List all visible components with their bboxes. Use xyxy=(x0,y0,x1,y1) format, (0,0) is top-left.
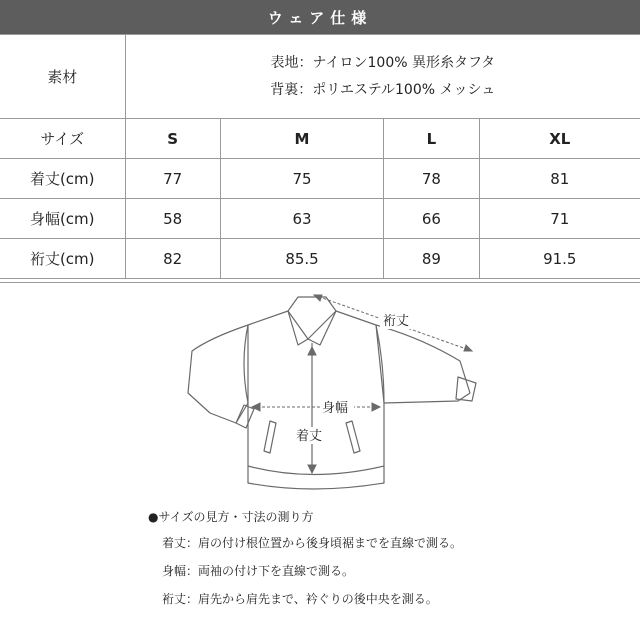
jacket-hem xyxy=(248,466,384,489)
size-header-xl: XL xyxy=(479,119,640,159)
cell-value: 81 xyxy=(479,159,640,199)
table-row-length xyxy=(0,159,640,199)
cell-value: 82 xyxy=(125,239,220,279)
cell-value: 58 xyxy=(125,199,220,239)
note-width: 身幅：両袖の付け下を直線で測る。 xyxy=(162,564,355,578)
size-header-l: L xyxy=(384,119,479,159)
spec-banner xyxy=(0,0,640,34)
banner-title: ウェア仕様 xyxy=(267,8,373,27)
material-row xyxy=(0,35,640,119)
measurement-notes xyxy=(148,510,462,620)
sleeve-length-label: 裄丈 xyxy=(383,314,410,329)
cell-value: 66 xyxy=(384,199,479,239)
cell-value: 89 xyxy=(384,239,479,279)
jacket-left-pocket xyxy=(264,421,276,453)
cell-value: 78 xyxy=(384,159,479,199)
cell-value: 77 xyxy=(125,159,220,199)
cell-value: 85.5 xyxy=(220,239,383,279)
material-line-outer: 表地：ナイロン100% 異形糸タフタ xyxy=(270,54,495,71)
jacket-body xyxy=(248,311,384,475)
row-label: 着丈(cm) xyxy=(0,159,125,199)
size-header-row xyxy=(0,119,640,159)
row-label: 裄丈(cm) xyxy=(0,239,125,279)
cell-value: 63 xyxy=(220,199,383,239)
spec-table xyxy=(0,34,640,279)
size-header-label: サイズ xyxy=(0,119,125,159)
cell-value: 71 xyxy=(479,199,640,239)
note-sleeve: 裄丈：肩先から肩先まで、衿ぐりの後中央を測る。 xyxy=(162,592,438,606)
size-header-m: M xyxy=(220,119,383,159)
material-line-lining: 背裏：ポリエステル100% メッシュ xyxy=(270,81,496,98)
notes-heading: ●サイズの見方・寸法の測り方 xyxy=(148,510,314,524)
body-length-label: 着丈 xyxy=(296,429,323,444)
table-row-sleeve xyxy=(0,239,640,279)
material-value xyxy=(125,35,640,119)
size-header-s: S xyxy=(125,119,220,159)
jacket-diagram xyxy=(170,283,490,498)
table-row-width xyxy=(0,199,640,239)
note-length: 着丈：肩の付け根位置から後身頃裾までを直線で測る。 xyxy=(162,536,463,550)
row-label: 身幅(cm) xyxy=(0,199,125,239)
jacket-right-sleeve xyxy=(376,325,470,403)
cell-value: 91.5 xyxy=(479,239,640,279)
cell-value: 75 xyxy=(220,159,383,199)
jacket-right-pocket xyxy=(346,421,360,453)
material-label: 素材 xyxy=(0,35,125,119)
jacket-left-sleeve xyxy=(188,325,248,423)
body-width-label: 身幅 xyxy=(322,401,349,416)
